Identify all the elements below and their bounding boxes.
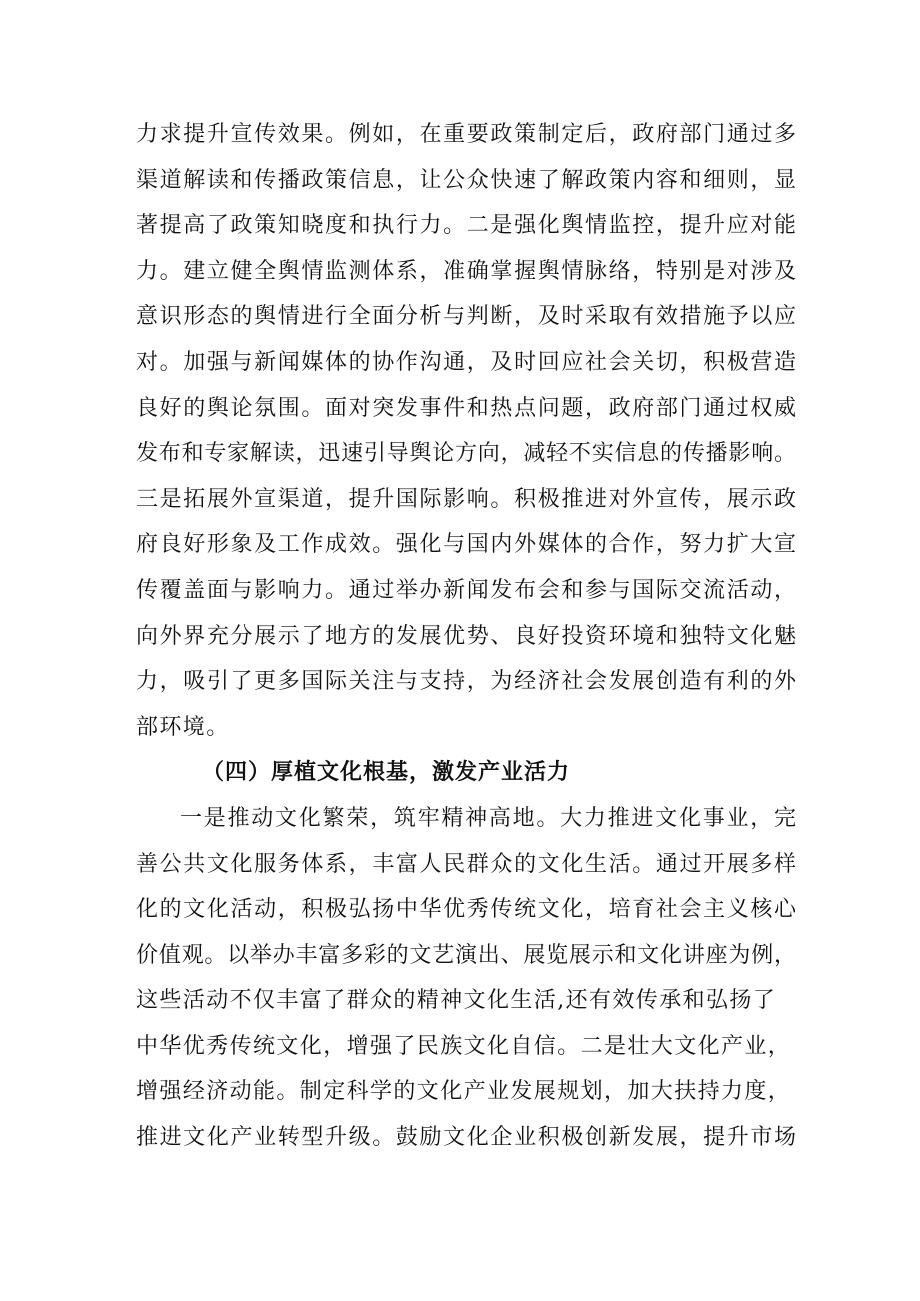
text-line: 善公共文化服务体系，丰富人民群众的文化生活。通过开展多样: [136, 851, 796, 877]
text-line: 渠道解读和传播政策信息，让公众快速了解政策内容和细则，显: [136, 167, 796, 193]
text-line: 向外界充分展示了地方的发展优势、良好投资环境和独特文化魅: [136, 623, 796, 649]
text-line: 府良好形象及工作成效。强化与国内外媒体的合作，努力扩大宣: [136, 532, 796, 558]
text-line: 这些活动不仅丰富了群众的精神文化生活,还有效传承和弘扬了: [136, 988, 777, 1014]
text-line: 意识形态的舆情进行全面分析与判断，及时采取有效措施予以应: [136, 304, 796, 330]
text-line: 力，吸引了更多国际关注与支持，为经济社会发展创造有利的外: [136, 669, 796, 695]
text-line: 良好的舆论氛围。面对突发事件和热点问题，政府部门通过权威: [136, 395, 796, 421]
body-text: [136, 112, 796, 1161]
text-line: 推进文化产业转型升级。鼓励文化企业积极创新发展，提升市场: [136, 1125, 796, 1151]
text-line: 力。建立健全舆情监测体系，准确掌握舆情脉络，特别是对涉及: [136, 258, 796, 284]
text-line: 价值观。以举办丰富多彩的文艺演出、展览展示和文化讲座为例，: [136, 942, 796, 968]
text-line: 发布和专家解读，迅速引导舆论方向，减轻不实信息的传播影响。: [136, 441, 796, 467]
paragraph-first-line: 一是推动文化繁荣，筑牢精神高地。大力推进文化事业，完: [180, 805, 796, 831]
text-line: 力求提升宣传效果。例如，在重要政策制定后，政府部门通过多: [136, 122, 796, 147]
text-line: 增强经济动能。制定科学的文化产业发展规划，加大扶持力度，: [136, 1079, 792, 1105]
section-heading: （四）厚植文化根基，激发产业活力: [202, 759, 571, 786]
text-line: 化的文化活动，积极弘扬中华优秀传统文化，培育社会主义核心: [136, 897, 796, 923]
text-line: 中华优秀传统文化，增强了民族文化自信。二是壮大文化产业，: [136, 1033, 792, 1059]
text-line: 三是拓展外宣渠道，提升国际影响。积极推进对外宣传，展示政: [136, 486, 796, 512]
text-line: 著提高了政策知晓度和执行力。二是强化舆情监控，提升应对能: [136, 213, 796, 239]
text-line: 对。加强与新闻媒体的协作沟通，及时回应社会关切，积极营造: [136, 349, 796, 375]
text-line: 部环境。: [136, 714, 230, 740]
text-line: 传覆盖面与影响力。通过举办新闻发布会和参与国际交流活动，: [136, 577, 796, 603]
